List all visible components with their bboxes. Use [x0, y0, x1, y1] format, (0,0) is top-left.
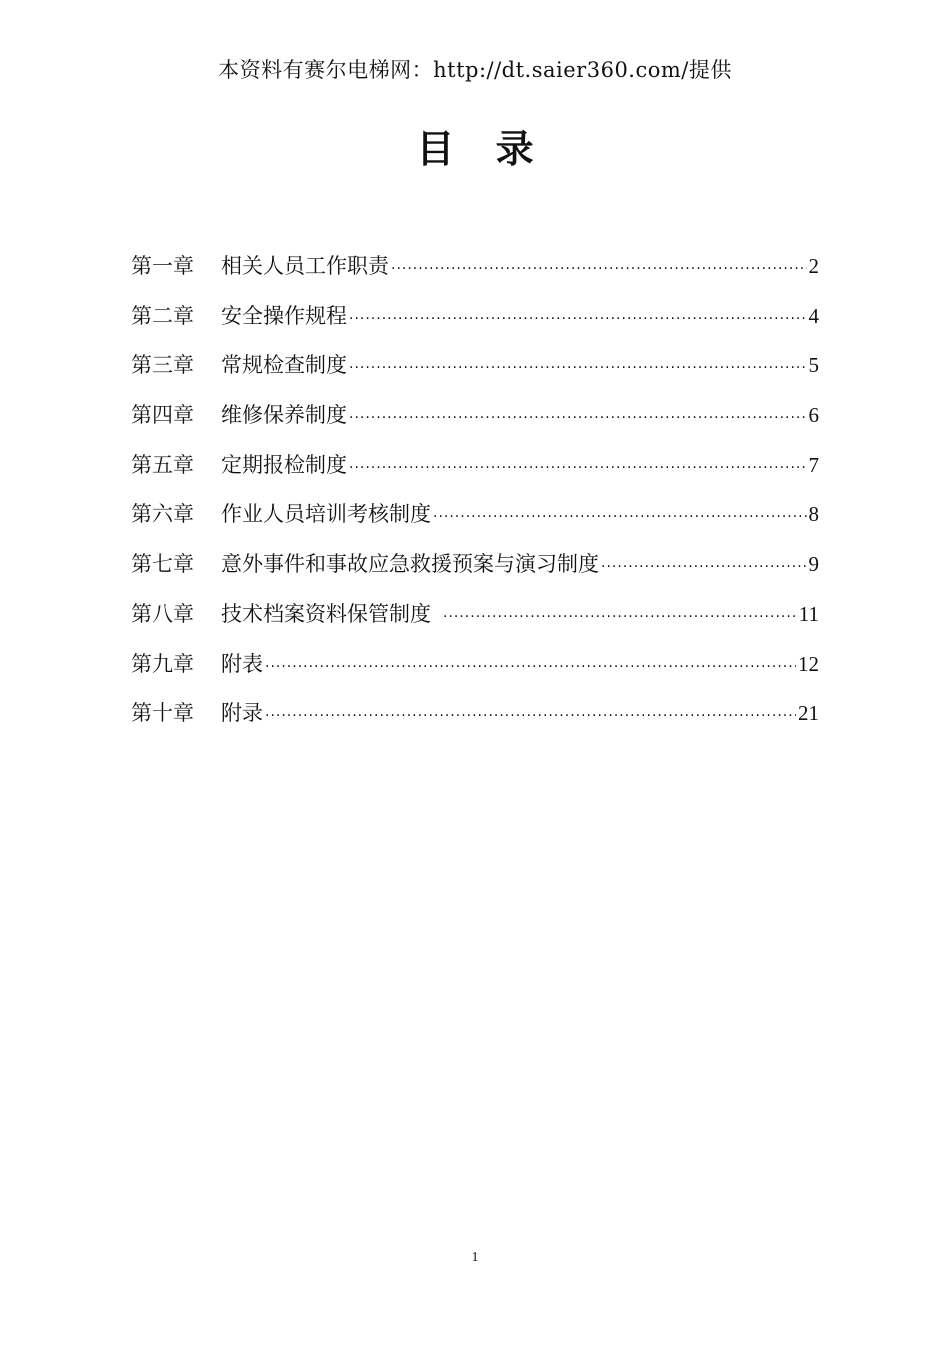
toc-chapter-number: 第四章 — [131, 403, 194, 428]
table-of-contents — [131, 250, 819, 747]
toc-chapter-number: 第八章 — [131, 601, 194, 626]
page-number: 1 — [471, 1250, 479, 1265]
toc-dot-leader — [391, 261, 807, 277]
toc-chapter-number: 第二章 — [131, 303, 194, 328]
toc-page-ref: 4 — [808, 303, 819, 328]
toc-dot-leader — [349, 311, 807, 327]
toc-entry[interactable] — [131, 300, 819, 350]
toc-chapter-number: 第九章 — [131, 651, 194, 676]
toc-chapter-number: 第三章 — [131, 353, 194, 378]
toc-chapter-number: 第五章 — [131, 452, 194, 477]
toc-entry[interactable] — [131, 250, 819, 300]
header-source-note: 本资料有赛尔电梯网：http://dt.saier360.com/提供 — [218, 58, 732, 82]
toc-entry[interactable] — [131, 598, 819, 648]
toc-page-ref: 7 — [808, 452, 819, 477]
toc-chapter-title: 常规检查制度 — [221, 353, 347, 378]
toc-entry[interactable] — [131, 498, 819, 548]
page-title: 目 录 — [416, 127, 548, 171]
toc-dot-leader — [443, 609, 797, 625]
toc-entry[interactable] — [131, 548, 819, 598]
toc-dot-leader — [349, 460, 807, 476]
toc-chapter-title: 相关人员工作职责 — [221, 254, 389, 278]
toc-chapter-title: 附录 — [221, 701, 263, 726]
toc-dot-leader — [601, 559, 807, 575]
toc-entry[interactable] — [131, 449, 819, 499]
toc-entry[interactable] — [131, 648, 819, 698]
toc-chapter-title: 安全操作规程 — [221, 303, 347, 328]
toc-dot-leader — [265, 659, 796, 675]
toc-chapter-number: 第六章 — [131, 502, 194, 527]
toc-page-ref: 11 — [798, 601, 819, 626]
toc-page-ref: 8 — [808, 502, 819, 527]
toc-dot-leader — [433, 509, 807, 525]
toc-dot-leader — [349, 360, 807, 376]
toc-page-ref: 21 — [798, 701, 819, 726]
toc-entry[interactable] — [131, 349, 819, 399]
toc-chapter-number: 第一章 — [131, 254, 194, 278]
toc-page-ref: 2 — [808, 254, 819, 278]
toc-page-ref: 6 — [808, 403, 819, 428]
toc-chapter-title: 维修保养制度 — [221, 403, 347, 428]
toc-entry[interactable] — [131, 697, 819, 747]
toc-chapter-title: 附表 — [221, 651, 263, 676]
toc-page-ref: 9 — [808, 552, 819, 577]
toc-dot-leader — [349, 410, 807, 426]
toc-chapter-title: 意外事件和事故应急救援预案与演习制度 — [221, 552, 599, 577]
toc-dot-leader — [265, 708, 796, 724]
toc-chapter-title: 技术档案资料保管制度 — [221, 601, 431, 626]
toc-chapter-number: 第十章 — [131, 701, 194, 726]
toc-page-ref: 12 — [798, 651, 819, 676]
toc-page-ref: 5 — [808, 353, 819, 378]
toc-chapter-number: 第七章 — [131, 552, 194, 577]
toc-chapter-title: 作业人员培训考核制度 — [221, 502, 431, 527]
toc-entry[interactable] — [131, 399, 819, 449]
toc-chapter-title: 定期报检制度 — [221, 452, 347, 477]
